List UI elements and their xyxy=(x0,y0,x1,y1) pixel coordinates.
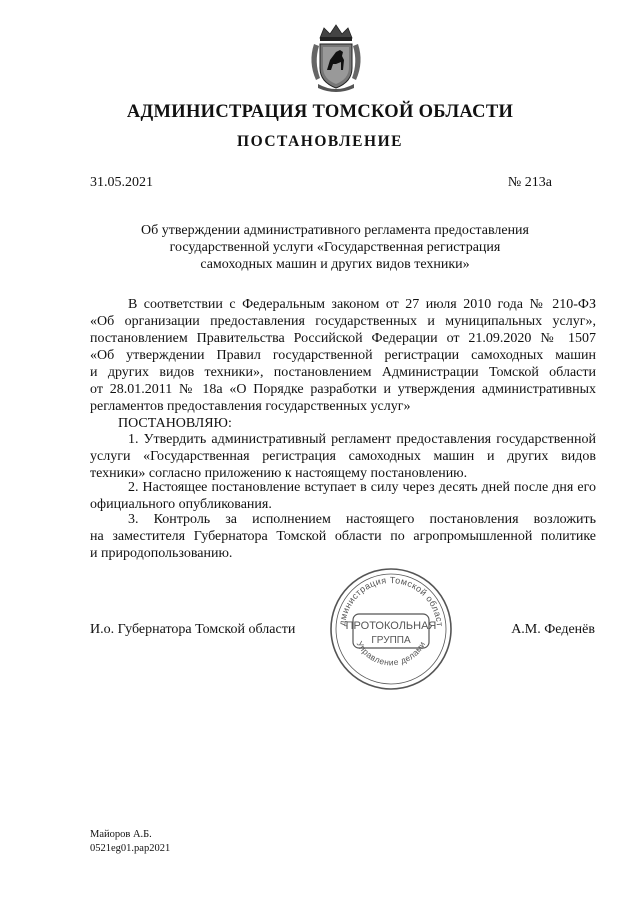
subject-line: государственной услуги «Государственная регистрация xyxy=(169,240,501,255)
footer-author: Майоров А.Б. xyxy=(90,829,152,840)
decree-item-1 xyxy=(90,431,596,482)
signatory-name: А.М. Феденёв xyxy=(511,622,595,637)
stamp-center-line2: ГРУППА xyxy=(371,635,411,646)
official-stamp xyxy=(328,566,454,692)
paragraph-line: регламентов предоставления государственных услуг» xyxy=(90,399,411,414)
paragraph-line: техники» согласно приложению к настоящему постановлению. xyxy=(90,466,468,481)
paragraph-line: 1. Утвердить административный регламент предоставления государственной xyxy=(128,432,596,447)
paragraph-line: постановлением Правительства Российской Федерации от 21.09.2020 № 1507 xyxy=(90,331,596,346)
document-footer xyxy=(90,828,170,856)
organization-title: АДМИНИСТРАЦИЯ ТОМСКОЙ ОБЛАСТИ xyxy=(126,102,514,122)
document-subject xyxy=(120,222,550,273)
paragraph-line: от 28.01.2011 № 18а «О Порядке разработки и утверждения административных xyxy=(90,382,596,397)
document-number: № 213а xyxy=(507,175,552,190)
paragraph-line: официального опубликования. xyxy=(90,497,272,512)
decree-word: ПОСТАНОВЛЯЮ: xyxy=(118,416,232,431)
paragraph-line: и других видов техники», постановлением Администрации Томской области xyxy=(90,365,596,380)
paragraph-line: В соответствии с Федеральным законом от 27 июля 2010 года № 210-ФЗ xyxy=(128,297,596,312)
footer-file: 0521eg01.pap2021 xyxy=(90,843,171,854)
paragraph-line: 2. Настоящее постановление вступает в силу через десять дней после дня его xyxy=(128,480,596,495)
intro-paragraph xyxy=(90,296,596,415)
subject-line: Об утверждении административного регламента предоставления xyxy=(141,223,529,238)
signatory-title: И.о. Губернатора Томской области xyxy=(90,622,296,637)
stamp-center-line1: ПРОТОКОЛЬНАЯ xyxy=(345,620,437,632)
stamp-outer-text: дминистрация Томской област xyxy=(337,574,445,628)
document-type: ПОСТАНОВЛЕНИЕ xyxy=(237,133,403,150)
paragraph-line: на заместителя Губернатора Томской области по агропромышленной политике xyxy=(90,529,596,544)
document-date: 31.05.2021 xyxy=(90,175,153,190)
decree-item-3 xyxy=(90,511,596,562)
stamp-bottom-text: Управление делами xyxy=(354,639,428,668)
coat-of-arms-icon xyxy=(306,22,366,94)
paragraph-line: «Об организации предоставления государственных и муниципальных услуг», xyxy=(90,314,596,329)
decree-item-2 xyxy=(90,479,596,513)
paragraph-line: 3. Контроль за исполнением настоящего постановления возложить xyxy=(128,512,596,527)
svg-text:Администрация Томской области xyxy=(328,566,445,627)
paragraph-line: и природопользованию. xyxy=(90,546,233,561)
paragraph-line: услуги «Государственная регистрация самоходных машин и других видов xyxy=(90,449,596,464)
subject-line: самоходных машин и других видов техники» xyxy=(200,257,470,272)
paragraph-line: «Об утверждении Правил государственной регистрации самоходных машин xyxy=(90,348,596,363)
